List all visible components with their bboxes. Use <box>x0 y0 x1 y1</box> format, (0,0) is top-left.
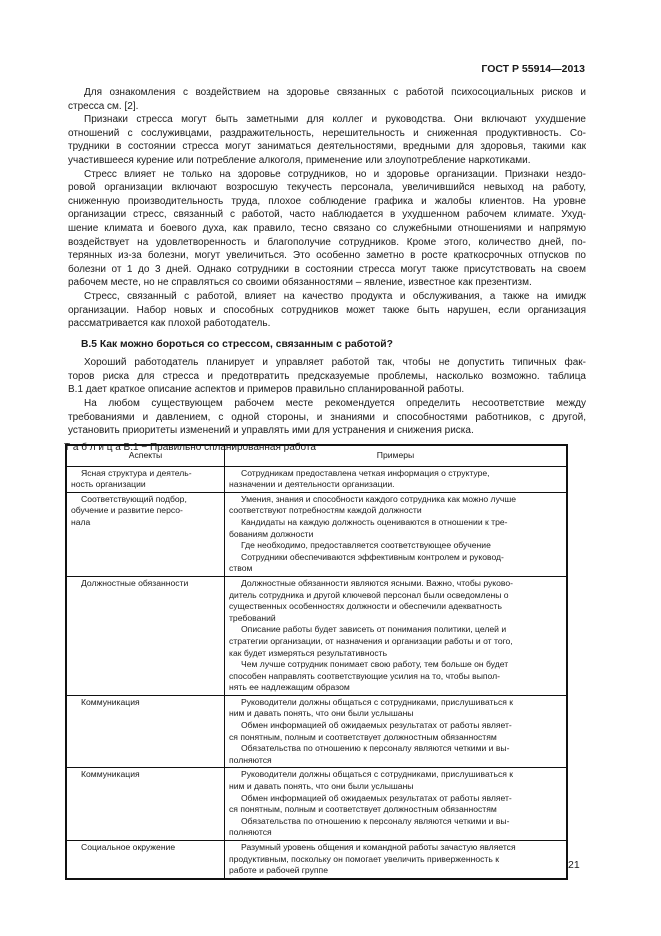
text-line: Руководители должны общаться с сотрудниками, прислушиваться к <box>241 696 514 707</box>
text-line: Сотрудники обеспечиваются эффективным контролем и руковод- <box>241 551 504 562</box>
text-line: требований <box>229 612 276 623</box>
text-line: дитель сотрудника и другой ключевой персонал были осведомлены о <box>229 589 509 600</box>
text-line: стресса см. [2]. <box>68 100 139 112</box>
text-line: отношений с сослуживцами, раздражительность, нерешительность и сниженная продуктивность. Со- <box>68 127 586 139</box>
text-line: организации. Набор новых и способных сотрудников может также быть нарушен, если организация <box>68 304 586 316</box>
text-line: сниженную производительность труда, плохое соблюдение графика и жалобы клиентов. На уровне <box>68 195 586 207</box>
text-line: Стресс, связанный с работой, влияет на качество продукта и обслуживания, а также на имидж <box>84 290 586 302</box>
table-b1 <box>65 444 568 880</box>
aspect-cell <box>66 841 225 879</box>
text-line: Обязательства по отношению к персоналу являются четкими и вы- <box>241 743 510 754</box>
text-line: полняются <box>229 754 272 765</box>
text-line: Обязательства по отношению к персоналу являются четкими и вы- <box>241 815 510 826</box>
aspect-cell <box>66 492 225 576</box>
table-row <box>66 768 567 841</box>
text-line: назначении и деятельности организации. <box>229 479 395 490</box>
text-line: ним и давать понять, что они были услышаны <box>229 708 414 719</box>
table-caption: Т а б л и ц а В.1 − Правильно спланированная работа <box>64 441 316 453</box>
text-line: Умения, знания и способности каждого сотрудника как можно лучше <box>241 493 517 504</box>
text-line: Чем лучше сотрудник понимает свою работу, тем больше он будет <box>241 659 509 670</box>
text-line: шение климата и боевого духа, как правило, тесно связано со служебными отношениями и напрямую <box>68 222 586 234</box>
text-line: нять ее надлежащим образом <box>229 682 350 693</box>
text-line: требованиями и давлением, с одной стороны, и знаниями и способностями работников, с другой, <box>68 411 586 423</box>
table-row <box>66 841 567 879</box>
examples-cell <box>225 695 568 768</box>
text-line: существенных особенностях должности и обеспечили адекватность <box>229 601 502 612</box>
text-line: Соответствующий подбор, <box>81 493 187 504</box>
table-row <box>66 492 567 576</box>
text-line: Руководители должны общаться с сотрудниками, прислушиваться к <box>241 769 514 780</box>
examples-cell <box>225 576 568 695</box>
text-line: трудники в состоянии стресса могут заниматься деятельностями, вредными для здоровья, такими как <box>68 141 586 153</box>
aspect-cell <box>66 768 225 841</box>
text-line: Ясная структура и деятель- <box>81 467 192 478</box>
text-line: Обмен информацией об ожидаемых результатах от работы являет- <box>241 792 512 803</box>
text-line: способен направлять соответствующие усилия на то, чтобы выпол- <box>229 670 501 681</box>
intro-paragraphs <box>68 86 586 331</box>
text-line: нала <box>71 516 91 527</box>
text-line: На любом существующем рабочем месте рекомендуется определить несоответствие между <box>84 398 586 410</box>
text-line: стратегии организации, от назначения и организации работы и от того, <box>229 635 513 646</box>
text-line: Признаки стресса могут быть заметными для коллег и руководства. Они включают ухудшение <box>84 114 586 126</box>
text-line: ним и давать понять, что они были услышаны <box>229 781 414 792</box>
text-line: Где необходимо, предоставляется соответствующее обучение <box>241 540 491 551</box>
text-line: Хороший работодатель планирует и управляет работой так, чтобы не допустить типичных фак- <box>84 357 586 369</box>
text-line: установить приоритеты изменений и управлять ими для устранения и снижения риска. <box>68 425 474 437</box>
text-line: воздействует на удовлетворенность и благополучие сотрудников. Кроме этого, количество дней, по- <box>68 236 586 248</box>
text-line: как будет измеряться результативность <box>229 647 388 658</box>
text-line: Стресс влияет не только на здоровье сотрудников, но и здоровье организации. Признаки нездо- <box>84 168 586 180</box>
table-row <box>66 695 567 768</box>
aspect-cell <box>66 466 225 492</box>
text-line: Коммуникация <box>81 696 140 707</box>
text-line: Обмен информацией об ожидаемых результатах от работы являет- <box>241 720 512 731</box>
table-row <box>66 576 567 695</box>
examples-cell <box>225 768 568 841</box>
text-line: организации стресс, связанный с работой, часто наблюдается в ухудшенном рабочем климате. Ухуд- <box>68 209 586 221</box>
text-line: В.1 дает краткое описание аспектов и примеров правильно спланированной работы. <box>68 384 465 396</box>
column-header-aspects: Аспекты <box>66 445 225 466</box>
text-line: рабочем месте, но не справляться со своими обязанностями – явление, известное как презентизм. <box>68 277 532 289</box>
table-row <box>66 466 567 492</box>
examples-cell <box>225 841 568 879</box>
text-line: рассматривается как плохой работодатель. <box>68 318 271 330</box>
text-line: полняются <box>229 827 272 838</box>
text-line: Кандидаты на каждую должность оцениваются в отношении к тре- <box>241 516 508 527</box>
text-line: работе и рабочей группе <box>229 865 328 876</box>
document-header: ГОСТ Р 55914—2013 <box>481 63 585 75</box>
section-paragraphs <box>68 356 586 438</box>
text-line: Разумный уровень общения и командной работы зачастую является <box>241 842 516 852</box>
text-line: продуктивным, поскольку он помогает увеличить приверженность к <box>229 853 499 864</box>
text-line: ность организации <box>71 479 146 490</box>
aspect-cell <box>66 576 225 695</box>
text-line: ровой организации включают возросшую текучесть персонала, увеличившийся невыход на работу, <box>68 182 586 194</box>
text-line: участившееся курение или потребление алкоголя, применение или злоупотребление наркотиками. <box>68 154 531 166</box>
aspect-cell <box>66 695 225 768</box>
text-line: Должностные обязанности являются ясными. Важно, чтобы руково- <box>241 577 514 588</box>
text-line: Описание работы будет зависеть от понимания политики, целей и <box>241 624 507 635</box>
text-line: Социальное окружение <box>81 842 176 852</box>
column-header-examples: Примеры <box>225 445 568 466</box>
page-number: 21 <box>568 859 580 871</box>
text-line: Для ознакомления с воздействием на здоровье связанных с работой психосоциальных рисков и <box>84 87 586 98</box>
text-line: соответствуют потребностям каждой должности <box>229 505 422 516</box>
text-line: ся понятным, полным и соответствует должностным обязанностям <box>229 731 497 742</box>
text-line: Должностные обязанности <box>81 577 189 588</box>
text-line: обучение и развитие персо- <box>71 505 183 516</box>
text-line: терянных из-за болезни, могут увеличиться. Это особенно заметно в росте краткосрочных отпусков по <box>68 250 586 262</box>
text-line: Коммуникация <box>81 769 140 780</box>
document-body <box>64 86 586 454</box>
text-line: торов риска для стресса и предотвратить предсказуемые проблемы, насколько возможно. таблица <box>68 370 586 382</box>
examples-cell <box>225 492 568 576</box>
text-line: болезни от 1 до 3 дней. Однако сотрудники в состоянии стресса могут также присутствовать на своем <box>68 263 586 275</box>
section-heading: В.5 Как можно бороться со стрессом, связанным с работой? <box>81 338 393 350</box>
text-line: ством <box>229 563 253 574</box>
text-line: бованиям должности <box>229 528 314 539</box>
text-line: Сотрудникам предоставлена четкая информация о структуре, <box>241 467 490 478</box>
examples-cell <box>225 466 568 492</box>
text-line: ся понятным, полным и соответствует должностным обязанностям <box>229 804 497 815</box>
